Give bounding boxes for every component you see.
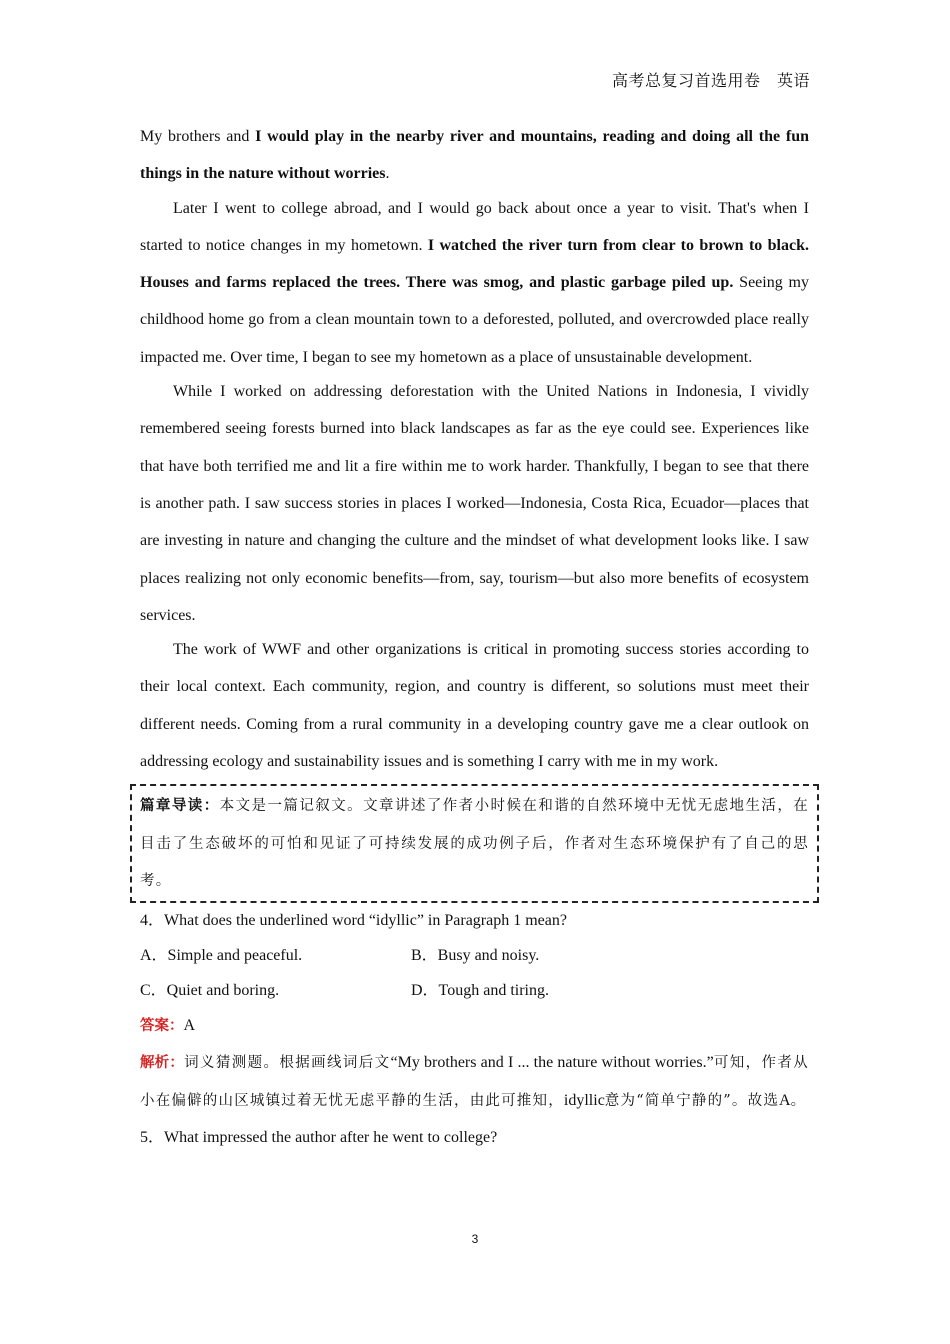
reading-guide-label: 篇章导读：	[140, 798, 220, 815]
p1-bold-text: I would play in the nearby river and mountains, reading and doing all the fun things in the nature without worries	[140, 128, 809, 183]
paragraph-4: The work of WWF and other organizations is critical in promoting success stories according to their local context. Each community, region, and country is different, so solutions must meet their different needs. Coming from a rural community in a developing country gave me a clear outlook on addressing ecology and sustainability issues and is something I carry with me in my work.	[140, 641, 809, 771]
reading-guide-box	[130, 784, 819, 903]
option-a: A．Simple and peaceful.	[140, 946, 303, 964]
p2-text-end: Seeing my childhood home go from a clean mountain town to a deforested, polluted, and overcrowded place really impacted me. Over time, I began to see my hometown as a place of unsustainable development.	[140, 274, 810, 366]
analysis-text-2: 可知，作者从小在偏僻的山区城镇过着无忧无虑平静的生活，由此可推知，	[140, 1054, 810, 1109]
page-header: 高考总复习首选用卷 英语	[611, 73, 810, 90]
analysis-label: 解析：	[140, 1054, 185, 1071]
option-b: B．Busy and noisy.	[411, 946, 540, 964]
answer-value: A	[183, 1016, 196, 1034]
p1-text-end: .	[385, 165, 390, 183]
analysis-quote: “My brothers and I ... the nature without worries.”	[390, 1053, 714, 1071]
analysis-text-1: 词义猜测题。根据画线词后文	[184, 1054, 391, 1071]
question-5-stem: 5．What impressed the author after he went to college?	[140, 1128, 498, 1146]
answer-line	[140, 1008, 809, 1044]
paragraph-1	[140, 118, 809, 193]
analysis-word: idyllic	[563, 1091, 605, 1109]
analysis-text-4: 。	[790, 1092, 807, 1109]
p1-text-start: My brothers and	[140, 128, 256, 145]
main-content	[140, 118, 809, 1155]
answer-label: 答案：	[140, 1017, 184, 1034]
analysis-paragraph	[140, 1044, 809, 1120]
page-number: 3	[471, 1232, 479, 1246]
paragraph-2	[140, 190, 809, 376]
option-c: C．Quiet and boring.	[140, 981, 280, 999]
question-4-options-row-2	[140, 973, 809, 1008]
analysis-text-3: 意为“简单宁静的”。故选	[604, 1092, 780, 1109]
analysis-choice: A	[779, 1091, 791, 1109]
question-4-options-row-1	[140, 938, 809, 973]
p2-text-start: Later I went to college abroad, and I would go back about once a year to visit. That's when I started to notice changes in my hometown.	[140, 199, 809, 254]
paragraph-3: While I worked on addressing deforestation with the United Nations in Indonesia, I vividly remembered seeing forests burned into black landscapes as far as the eye could see. Experiences like that have both terrified me and lit a fire within me to work harder. Thankfully, I began to see that there is another path. I saw success stories in places I worked—Indonesia, Costa Rica, Ecuador—places that are investing in nature and changing the culture and the mindset of what development looks like. I saw places realizing not only economic benefits—from, say, tourism—but also more benefits of ecosystem services.	[140, 383, 809, 624]
question-4-stem: 4．What does the underlined word “idyllic” in Paragraph 1 mean?	[140, 911, 567, 929]
option-d: D．Tough and tiring.	[411, 981, 549, 999]
reading-guide-text: 本文是一篇记叙文。文章讲述了作者小时候在和谐的自然环境中无忧无虑地生活，在目击了生态破坏的可怕和见证了可持续发展的成功例子后，作者对生态环境保护有了自己的思考。	[140, 798, 809, 890]
p2-bold-text: I watched the river turn from clear to brown to black. Houses and farms replaced the trees. There was smog, and plastic garbage piled up.	[140, 236, 810, 292]
